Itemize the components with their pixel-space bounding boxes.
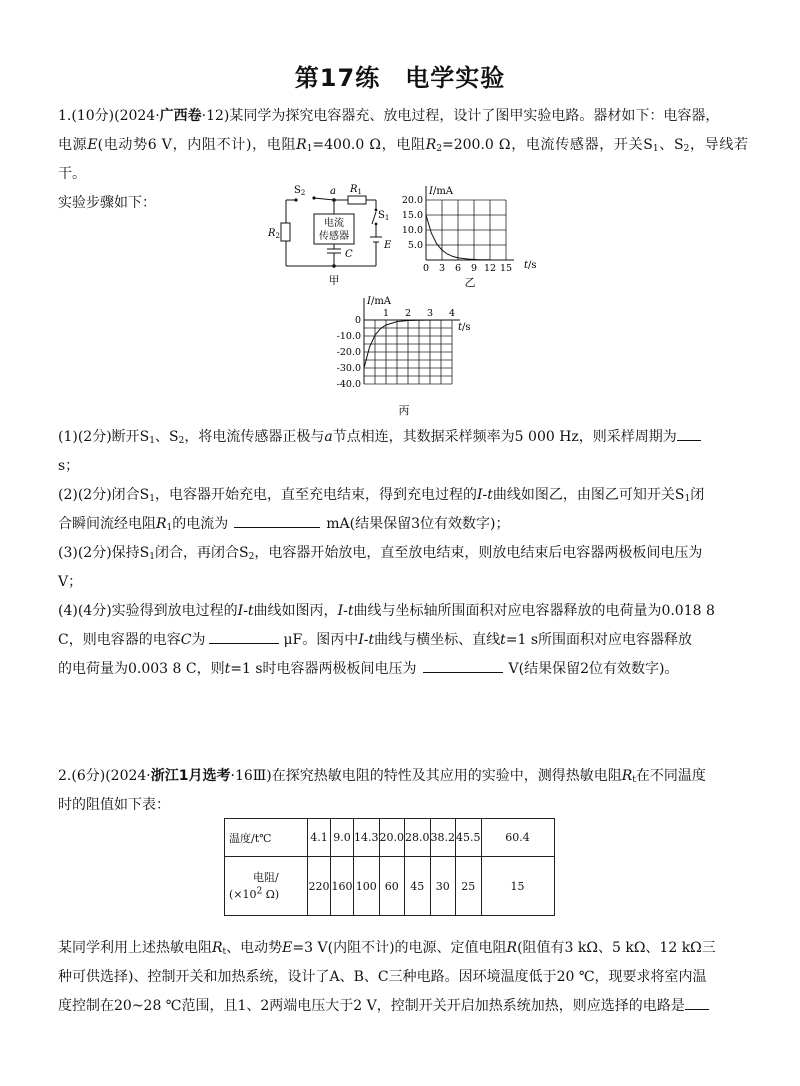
resistor-r1 bbox=[348, 196, 366, 204]
chart-charging-it bbox=[398, 182, 538, 290]
svg-text:R2: $R_2$ bbox=[268, 228, 280, 240]
page-title: 第17练 电学实验 bbox=[294, 64, 506, 92]
yi-xtick: 6 bbox=[454, 263, 462, 274]
yi-ylabel: I/mA bbox=[429, 186, 454, 197]
caption-yi: 乙 bbox=[464, 276, 476, 289]
table-header-temp: 温度/t℃ bbox=[225, 819, 308, 857]
thermistor-table: 温度/t℃ 4.1 9.0 14.3 20.0 28.0 38.2 45.5 60.4 电阻/ ($\times 10^2$ Ω) 220 160 100 60 45 30 25 15 bbox=[224, 818, 555, 916]
table-header-resistance: 电阻/ ($\times 10^2$ Ω) bbox=[225, 857, 308, 916]
label-a: a bbox=[330, 186, 336, 197]
q1-sub3: (3)(2分)保持$S_1$闭合，再闭合$S_2$，电容器开始放电，直至放电结束，则放电结束后电容器两极板间电压为 bbox=[58, 545, 703, 562]
q1-source: 广西卷 bbox=[159, 108, 202, 124]
yi-ytick: 20.0 bbox=[401, 195, 423, 206]
yi-ytick: 15.0 bbox=[401, 210, 423, 221]
bing-xtick: 2 bbox=[404, 308, 412, 319]
circuit-diagram bbox=[264, 182, 400, 288]
label-r2: R bbox=[268, 228, 276, 239]
yi-xtick: 9 bbox=[470, 263, 478, 274]
bing-ytick: -20.0 bbox=[336, 347, 361, 358]
bing-xtick: 4 bbox=[448, 308, 456, 319]
bing-xlabel: t/s bbox=[458, 322, 471, 333]
yi-xtick: 3 bbox=[438, 263, 446, 274]
q2-body: 某同学利用上述热敏电阻$R_t$、电动势E=3 V(内阻不计)的电源、定值电阻R(阻值有3 kΩ、5 kΩ、12 kΩ三 种可供选择)、控制开关和加热系统，设计了A、B、C三种电路。因环境温度低于20 ℃，现要求将室内温 度控制在20~28 ℃范围，且1、2两端电压大于2 V，控制开关开启加热系统加热，则应选择的电路是 bbox=[58, 940, 716, 1014]
resistor-r2 bbox=[281, 223, 290, 241]
answer-blank-3[interactable] bbox=[209, 629, 279, 644]
q1-sub1: (1)(2分)断开$S_1$、$S_2$，将电流传感器正极与a节点相连，其数据采样频率为5 000 Hz，则采样周期为 bbox=[58, 423, 748, 452]
q1-sub4: (4)(4分)实验得到放电过程的I-t曲线如图丙，I-t曲线与坐标轴所围面积对应电容器释放的电荷量为0.018 8 bbox=[58, 603, 715, 619]
label-r1: R bbox=[350, 184, 358, 195]
bing-ytick: -30.0 bbox=[336, 363, 361, 374]
answer-blank-1[interactable] bbox=[677, 426, 701, 441]
q1-sub2: (2)(2分)闭合$S_1$，电容器开始充电，直至充电结束，得到充电过程的I-t曲线如图乙，由图乙可知开关$S_1$闭 bbox=[58, 487, 705, 504]
sensor-label-2: 传感器 bbox=[319, 231, 349, 242]
label-s1: S bbox=[378, 210, 385, 221]
answer-blank-5[interactable] bbox=[685, 995, 709, 1010]
bing-xtick: 3 bbox=[426, 308, 434, 319]
yi-xtick: 0 bbox=[422, 263, 430, 274]
yi-xlabel: t/s bbox=[524, 260, 537, 271]
q1-subquestions: (1)(2分)断开$S_1$、$S_2$，将电流传感器正极与a节点相连，其数据采样频率为5 000 Hz，则采样周期为 s； (2)(2分)闭合$S_1$，电容器开始充电，直至充电结束，得到充电过程的I-t曲线如图乙，由图乙可知开关$S_1$闭 合瞬间流经电阻$R_1$的电流为 mA(结果保留3位有效数字)； (3)(2分)保持$S_1$闭合，再闭合$S_2$，电容器开始放电，直至放电结束，则放电结束后电容器两极板间电压为 V； (4)(4分)实验得到放电过程的I-t曲线如图丙，I-t曲线与坐标轴所围面积对应电容器释放的电荷量为0.018 8 C，则电容器的电容C为 μF。图丙中I-t曲线与横坐标、直线t=1 s所围面积对应电容器释放 的电荷量为0.003 8 C，则t=1 s时电容器两极板间电压为 V(结果保留2位有效数字)。 bbox=[58, 423, 748, 684]
bing-ylabel: I/mA bbox=[367, 296, 392, 307]
caption-jia: 甲 bbox=[328, 274, 340, 287]
svg-text:S2: $S_2$ bbox=[294, 185, 306, 197]
bing-xtick: 1 bbox=[382, 308, 390, 319]
answer-blank-4[interactable] bbox=[423, 658, 503, 673]
svg-text:S1: $S_1$ bbox=[378, 210, 390, 222]
q2-source: 浙江1月选考 bbox=[150, 768, 231, 784]
q2-intro: 2.(6分)(2024·浙江1月选考·16Ⅲ)在探究热敏电阻的特性及其应用的实验中，测得热敏电阻$R_t$在不同温度 时的阻值如下表： bbox=[58, 768, 706, 813]
yi-xtick: 12 bbox=[483, 263, 497, 274]
answer-blank-2[interactable] bbox=[234, 513, 320, 528]
chart-discharging-it bbox=[326, 294, 476, 418]
bing-ytick: -40.0 bbox=[336, 379, 361, 390]
label-c: C bbox=[345, 249, 353, 260]
yi-xtick: 15 bbox=[499, 263, 513, 274]
svg-text:R1: $R_1$ bbox=[350, 184, 362, 196]
caption-bing: 丙 bbox=[398, 404, 410, 417]
label-s2: S bbox=[294, 185, 301, 196]
label-e: E bbox=[384, 240, 392, 251]
q1-intro: 1.(10分)(2024·广西卷·12)某同学为探究电容器充、放电过程，设计了图甲实验电路。器材如下：电容器， 电源E(电动势6 V，内阻不计)，电阻$R_1=400.0$ Ω，电阻$R_2=200.0$ Ω，电流传感器，开关$S_1$、$S_2$，导线若干。 实验步骤如下： bbox=[58, 108, 749, 211]
bing-ytick: 0 bbox=[354, 315, 361, 326]
yi-ytick: 5.0 bbox=[407, 240, 423, 251]
yi-ytick: 10.0 bbox=[401, 225, 423, 236]
sensor-label-1: 电流 bbox=[324, 218, 344, 229]
bing-ytick: -10.0 bbox=[336, 331, 361, 342]
